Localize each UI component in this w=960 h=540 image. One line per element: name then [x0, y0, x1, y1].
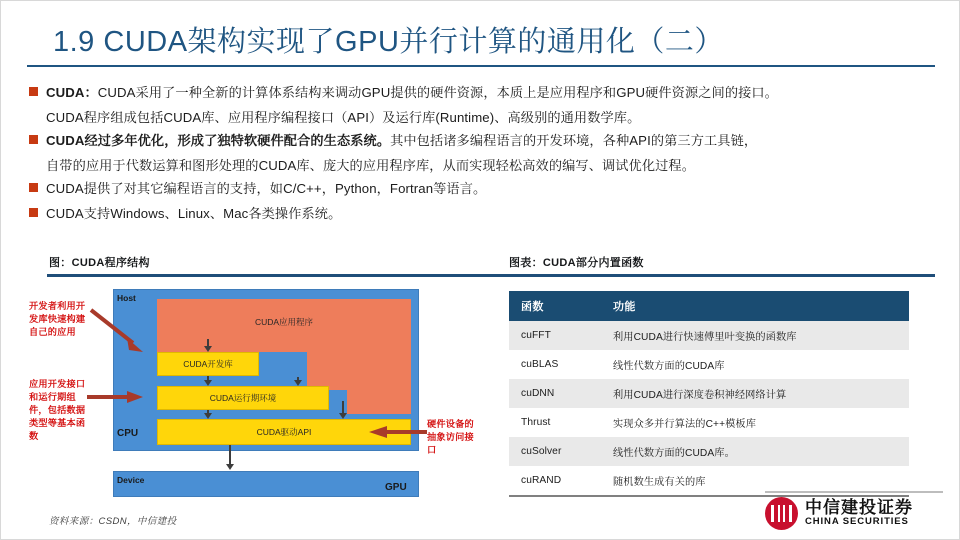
annotation-arrow-3 — [369, 425, 427, 439]
table-row — [509, 408, 909, 437]
annotation-app-dev-interface: 应用开发接口和运行期组件，包括数据类型等基本函数 — [29, 379, 86, 441]
bullet-continuation: 自带的应用于代数运算和图形处理的CUDA库、庞大的应用程序库，从而实现轻松高效的编写、调试优化过程。 — [46, 158, 695, 173]
company-logo — [765, 495, 943, 531]
flow-arrow-head — [204, 346, 212, 352]
figure-caption-band — [49, 254, 935, 274]
citic-emblem-icon — [765, 497, 798, 530]
logo-name-en: CHINA SECURITIES — [805, 516, 909, 528]
bullet-text — [46, 129, 935, 152]
list-item — [29, 177, 935, 200]
list-item — [29, 129, 935, 177]
cell-function-name: cuRAND — [509, 466, 601, 495]
annotation-arrow-2 — [87, 390, 145, 404]
cell-function-desc: 线性代数方面的CUDA库 — [601, 350, 909, 379]
cuda-architecture-diagram — [29, 286, 481, 498]
cell-function-name: Thrust — [509, 408, 601, 437]
page-title: 1.9 CUDA架构实现了GPU并行计算的通用化（二） — [53, 26, 724, 58]
cell-function-name: cuDNN — [509, 379, 601, 408]
figure-caption-right: 图表：CUDA部分内置函数 — [509, 257, 644, 269]
source-note: 资料来源：CSDN，中信建投 — [49, 516, 177, 527]
cuda-driver-api-label: CUDA驱动API — [256, 427, 312, 437]
annotation-developer-library: 开发者利用开发库快速构建自己的应用 — [29, 301, 86, 337]
cuda-library-label: CUDA开发库 — [183, 359, 233, 369]
flow-arrow-head — [226, 464, 234, 470]
logo-name-cn: 中信建投证券 — [805, 497, 913, 517]
table-row — [509, 321, 909, 350]
gpu-label: GPU — [385, 482, 407, 493]
cell-function-desc: 利用CUDA进行深度卷积神经网络计算 — [601, 379, 909, 408]
table-row — [509, 379, 909, 408]
logo-divider — [765, 491, 943, 493]
title-divider — [27, 65, 935, 67]
bullet-lead: CUDA经过多年优化，形成了独特软硬件配合的生态系统。 — [46, 133, 391, 148]
flow-arrow-driver-to-device — [229, 445, 231, 465]
cuda-library-box — [157, 352, 259, 376]
builtin-functions-table-wrap — [509, 291, 909, 497]
cell-function-desc: 利用CUDA进行快速傅里叶变换的函数库 — [601, 321, 909, 350]
column-header-description: 功能 — [601, 291, 909, 321]
bullet-square-icon — [29, 208, 38, 217]
bullet-square-icon — [29, 135, 38, 144]
cuda-runtime-label: CUDA运行期环境 — [209, 393, 277, 403]
bullet-text: CUDA支持Windows、Linux、Mac各类操作系统。 — [46, 206, 342, 221]
annotation-arrow-1 — [89, 308, 145, 352]
table-header-row — [509, 291, 909, 321]
bullet-continuation: CUDA程序组成包括CUDA库、应用程序编程接口（API）及运行库(Runtime)、高级别的通用数学库。 — [46, 110, 641, 125]
device-label: Device — [117, 475, 145, 485]
cuda-application-label: CUDA应用程序 — [254, 317, 314, 327]
flow-arrow-head — [204, 380, 212, 386]
bullet-lead: CUDA： — [46, 85, 98, 100]
host-label: Host — [117, 293, 136, 303]
flow-arrow-head — [294, 380, 302, 386]
table-row — [509, 350, 909, 379]
cuda-runtime-box — [157, 386, 329, 410]
table-row — [509, 437, 909, 466]
bullet-text — [46, 81, 935, 104]
cell-function-name: cuSolver — [509, 437, 601, 466]
bullet-square-icon — [29, 183, 38, 192]
bullet-rest: 其中包括诸多编程语言的开发环境，各种API的第三方工具链， — [390, 133, 758, 148]
device-container — [113, 471, 419, 497]
bullet-square-icon — [29, 87, 38, 96]
builtin-functions-table — [509, 291, 909, 495]
figure-caption-left: 图：CUDA程序结构 — [49, 257, 150, 269]
cell-function-desc: 线性代数方面的CUDA库。 — [601, 437, 909, 466]
list-item — [29, 81, 935, 129]
flow-arrow-head — [204, 413, 212, 419]
logo-text-block — [805, 499, 913, 528]
bullet-list — [29, 81, 935, 227]
bullet-text: CUDA提供了对其它编程语言的支持，如C/C++，Python，Fortran等语言。 — [46, 181, 487, 196]
cell-function-desc: 随机数生成有关的库 — [601, 466, 909, 495]
cpu-label: CPU — [117, 428, 139, 439]
bullet-rest: CUDA采用了一种全新的计算体系结构来调动GPU提供的硬件资源，本质上是应用程序和GPU硬件资源之间的接口。 — [97, 85, 778, 100]
cell-function-desc: 实现众多并行算法的C++模板库 — [601, 408, 909, 437]
list-item — [29, 202, 935, 225]
flow-arrow-head — [339, 413, 347, 419]
cell-function-name: cuBLAS — [509, 350, 601, 379]
column-header-function: 函数 — [509, 291, 601, 321]
cell-function-name: cuFFT — [509, 321, 601, 350]
figure-divider — [47, 274, 935, 277]
annotation-hardware-abstraction: 硬件设备的抽象访问接口 — [427, 419, 474, 455]
